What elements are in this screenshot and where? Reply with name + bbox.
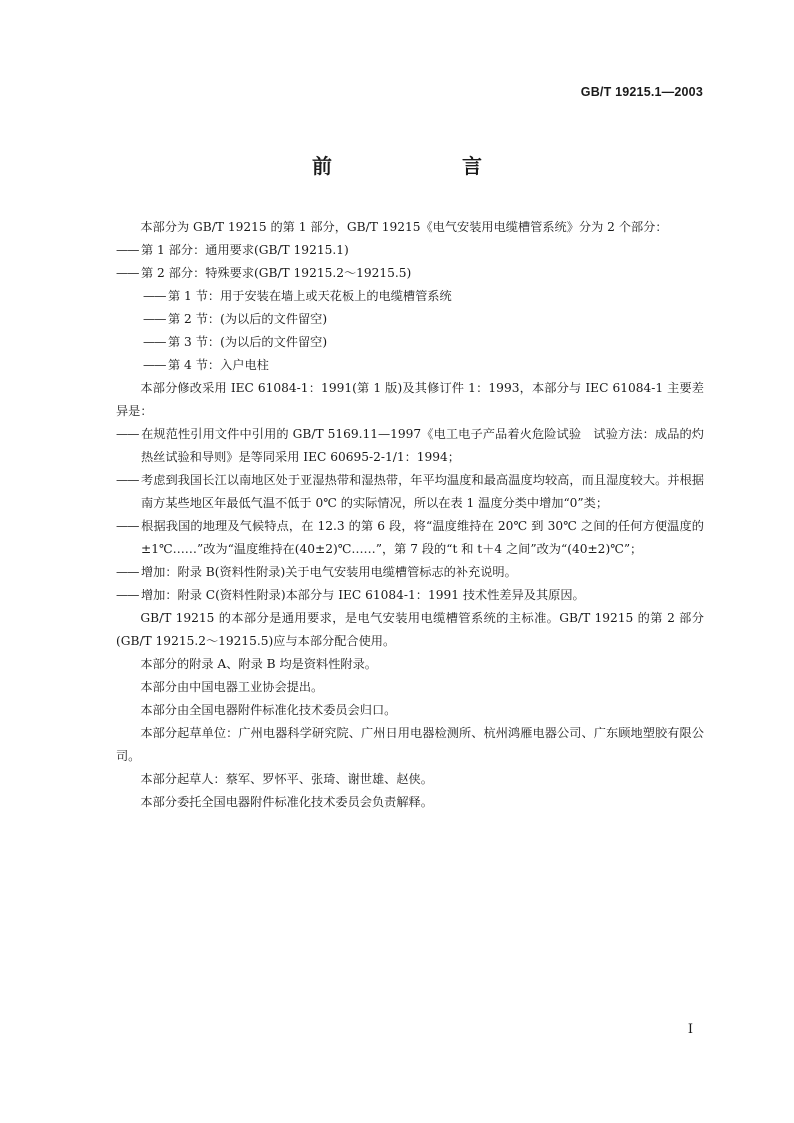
- sub-list-item: [143, 285, 704, 308]
- list-item-text: 第 2 部分：特殊要求(GB/T 19215.2～19215.5): [141, 266, 412, 280]
- paragraph: 本部分由中国电器工业协会提出。: [140, 680, 324, 694]
- paragraph: 本部分委托全国电器附件标准化技术委员会负责解释。: [140, 795, 433, 809]
- dash-marker: ——: [116, 427, 139, 441]
- dash-marker: ——: [143, 335, 166, 349]
- paragraph: 本部分起草单位：广州电器科学研究院、广州日用电器检测所、杭州鸿雁电器公司、广东顾地塑胶有限公司。: [116, 726, 704, 763]
- list-item-text: 考虑到我国长江以南地区处于亚湿热带和湿热带，年平均温度和最高温度均较高，而且湿度较大。并根据南方某些地区年最低气温不低于 0℃ 的实际情况，所以在表 1 温度分类中增加“0”类；: [141, 473, 704, 510]
- dash-marker: ——: [143, 312, 166, 326]
- paragraph: 本部分由全国电器附件标准化技术委员会归口。: [140, 703, 397, 717]
- list-item: [116, 469, 704, 515]
- dash-marker: ——: [116, 243, 139, 257]
- paragraph: GB/T 19215 的本部分是通用要求，是电气安装用电缆槽管系统的主标准。GB/T 19215 的第 2 部分(GB/T 19215.2～19215.5)应与本部分配合使用。: [116, 611, 704, 648]
- paragraph: 本部分修改采用 IEC 61084-1：1991(第 1 版)及其修订件 1：1993，本部分与 IEC 61084-1 主要差异是：: [116, 381, 704, 418]
- list-item-text: 增加：附录 C(资料性附录)本部分与 IEC 61084-1：1991 技术性差异及其原因。: [141, 588, 585, 602]
- paragraph: 本部分的附录 A、附录 B 均是资料性附录。: [140, 657, 377, 671]
- sub-list-item: [143, 308, 704, 331]
- dash-marker: ——: [116, 565, 139, 579]
- list-item-text: 第 1 部分：通用要求(GB/T 19215.1): [141, 243, 349, 257]
- dash-marker: ——: [116, 588, 139, 602]
- list-item-text: 增加：附录 B(资料性附录)关于电气安装用电缆槽管标志的补充说明。: [141, 565, 517, 579]
- list-item: [116, 515, 704, 561]
- foreword-body: [116, 216, 704, 814]
- list-item-text: 第 1 节：用于安装在墙上或天花板上的电缆槽管系统: [168, 289, 452, 303]
- dash-marker: ——: [116, 266, 139, 280]
- dash-marker: ——: [116, 519, 139, 533]
- list-item: [116, 561, 704, 584]
- list-item-text: 第 2 节：(为以后的文件留空): [168, 312, 328, 326]
- list-item-text: 第 4 节：入户电柱: [168, 358, 269, 372]
- dash-marker: ——: [143, 289, 166, 303]
- dash-marker: ——: [143, 358, 166, 372]
- standard-code: GB/T 19215.1—2003: [580, 85, 703, 99]
- list-item: [116, 584, 704, 607]
- page-number: I: [687, 1022, 693, 1037]
- list-item: [116, 423, 704, 469]
- list-item: [116, 239, 704, 262]
- paragraph: 本部分起草人：蔡军、罗怀平、张琦、谢世雄、赵侠。: [140, 772, 433, 786]
- sub-list-item: [143, 331, 704, 354]
- paragraph: 本部分为 GB/T 19215 的第 1 部分，GB/T 19215《电气安装用电缆槽管系统》分为 2 个部分：: [140, 220, 668, 234]
- list-item-text: 在规范性引用文件中引用的 GB/T 5169.11—1997《电工电子产品着火危险试验 试验方法：成品的灼热丝试验和导则》是等同采用 IEC 60695-2-1/1：1994；: [141, 427, 704, 464]
- dash-marker: ——: [116, 473, 139, 487]
- list-item: [116, 262, 704, 285]
- list-item-text: 第 3 节：(为以后的文件留空): [168, 335, 328, 349]
- list-item-text: 根据我国的地理及气候特点，在 12.3 的第 6 段，将“温度维持在 20℃ 到 30℃ 之间的任何方便温度的±1℃……”改为“温度维持在(40±2)℃……”，第 7 段的“t 和 t＋4 之间”改为“(40±2)℃”；: [141, 519, 704, 556]
- page-title: 前 言: [312, 154, 512, 178]
- sub-list-item: [143, 354, 704, 377]
